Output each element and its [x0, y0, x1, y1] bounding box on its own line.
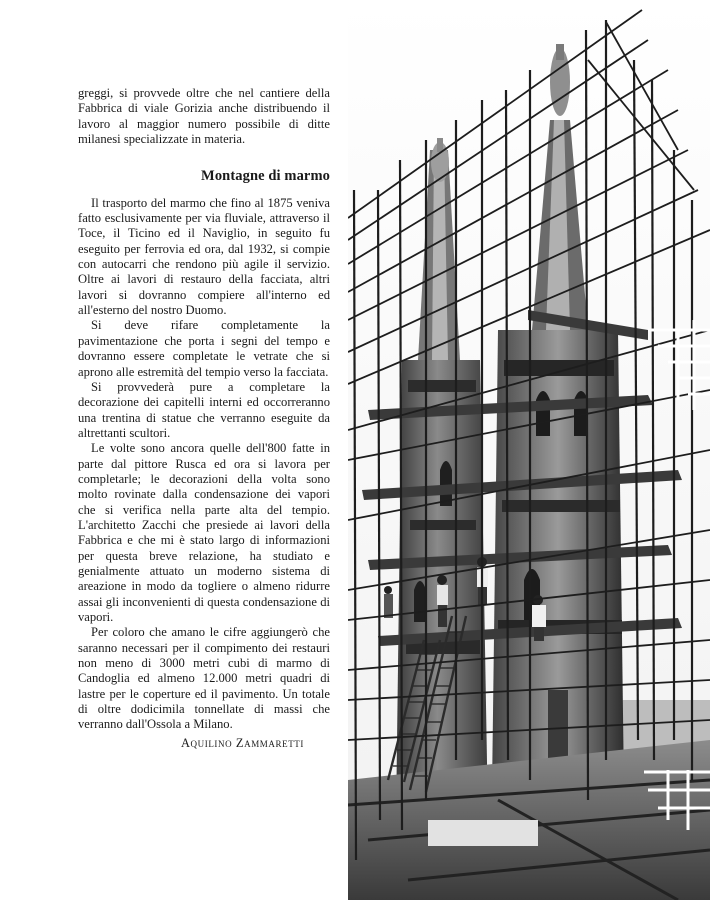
body-paragraph: Per coloro che amano le cifre aggiungerò che saranno necessari per il compimento dei restauri non meno di 3000 metri cubi di marmo di Candoglia ed almeno 12.000 metri quadri di lastre per le coperture ed il pavimento. Un totale di oltre dodicimila tonnellate di massi che verranno dall'Ossola a Milano.	[78, 625, 330, 732]
scaffolding-photo	[348, 0, 710, 900]
roof-slab	[428, 820, 538, 846]
body-paragraph: Il trasporto del marmo che fino al 1875 veniva fatto esclusivamente per via fluviale, attraverso il Toce, il Ticino ed il Naviglio, in seguito fu eseguito per ferrovia ed ora, dal 1932, si compie con autocarri che rendono più agile il servizio. Oltre ai lavori di restauro della facciata, altri lavori si dovranno compiere all'interno ed all'esterno del nostro Duomo.	[78, 195, 330, 318]
author-signature: Aquilino Zammaretti	[180, 735, 304, 750]
section-heading: Montagne di marmo	[201, 168, 330, 185]
intro-paragraph: greggi, si provvede oltre che nel cantiere della Fabbrica di viale Gorizia anche distribuendo il lavoro al maggior numero possibile di ditte milanesi specializzate in materia.	[78, 86, 330, 147]
body-paragraph: Le volte sono ancora quelle dell'800 fatte in parte dal pittore Rusca ed ora si lavora per completarle; le decorazioni della volta sono molto rovinate dalla condensazione dei vapori che si verifica nella parte alta del tempio. L'architetto Zacchi che presiede ai lavori della Fabbrica e che mi è stato largo di informazioni per questa breve relazione, ha studiato e genialmente attuato un moderno sistema di areazione in modo da togliere o almeno ridurre assai gli inconvenienti di questa condensazione di vapori.	[78, 441, 330, 624]
body-paragraph: Si provvederà pure a completare la decorazione dei capitelli interni ed occorreranno una trentina di statue che verranno eseguite da altrettanti scultori.	[78, 379, 330, 440]
article-text-column	[78, 86, 330, 751]
body-paragraph: Si deve rifare completamente la pavimentazione che porta i segni del tempo e dovranno essere completate le vetrate che si aprono alle estremità del tempio verso la facciata.	[78, 318, 330, 379]
